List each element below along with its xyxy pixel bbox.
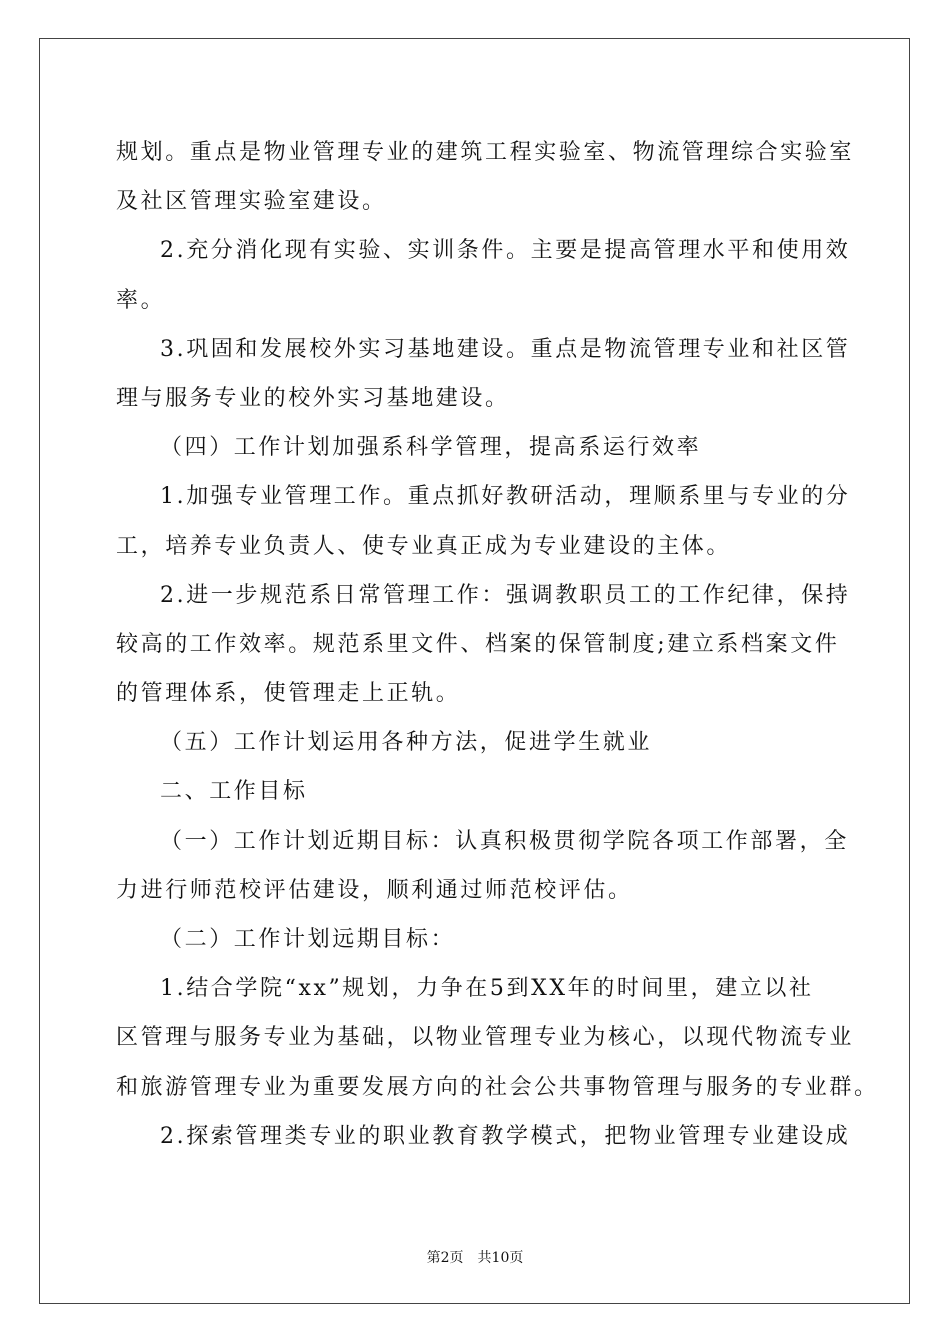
text-line: 力进行师范校评估建设，顺利通过师范校评估。	[116, 877, 633, 903]
text-line: 2.充分消化现有实验、实训条件。主要是提高管理水平和使用效	[160, 238, 851, 264]
text-line: 3.巩固和发展校外实习基地建设。重点是物流管理专业和社区管	[160, 336, 851, 362]
page-number: 第2页	[426, 1250, 464, 1266]
section-heading: （四）工作计划加强系科学管理，提高系运行效率	[160, 435, 702, 461]
section-heading: （二）工作计划远期目标：	[160, 927, 456, 952]
section-heading: （五）工作计划运用各种方法，促进学生就业	[160, 730, 653, 756]
section-heading: 二、工作目标	[160, 779, 308, 805]
text-line: 2.进一步规范系日常管理工作：强调教职员工的工作纪律，保持	[160, 582, 851, 608]
document-body	[116, 128, 879, 1161]
text-line: 2.探索管理类专业的职业教育教学模式，把物业管理专业建设成	[160, 1123, 851, 1149]
page-total: 共10页	[477, 1250, 524, 1266]
text-line: 1.结合学院“xx”规划，力争在5到XX年的时间里，建立以社	[160, 976, 814, 1002]
text-line: 区管理与服务专业为基础，以物业管理专业为核心，以现代物流专业	[116, 1025, 855, 1051]
text-line: （一）工作计划近期目标：认真积极贯彻学院各项工作部署，全	[160, 828, 849, 854]
text-line: 1.加强专业管理工作。重点抓好教研活动，理顺系里与专业的分	[160, 484, 851, 510]
text-line: 的管理体系，使管理走上正轨。	[116, 681, 461, 707]
text-line: 和旅游管理专业为重要发展方向的社会公共事物管理与服务的专业群。	[116, 1074, 879, 1100]
text-line: 较高的工作效率。规范系里文件、档案的保管制度;建立系档案文件	[116, 631, 840, 657]
text-line: 率。	[116, 287, 166, 313]
text-line: 理与服务专业的校外实习基地建设。	[116, 385, 510, 411]
text-line: 工，培养专业负责人、使专业真正成为专业建设的主体。	[116, 533, 732, 559]
text-line: 及社区管理实验室建设。	[116, 189, 387, 215]
page-footer	[0, 1247, 950, 1267]
text-line: 规划。重点是物业管理专业的建筑工程实验室、物流管理综合实验室	[116, 140, 855, 165]
